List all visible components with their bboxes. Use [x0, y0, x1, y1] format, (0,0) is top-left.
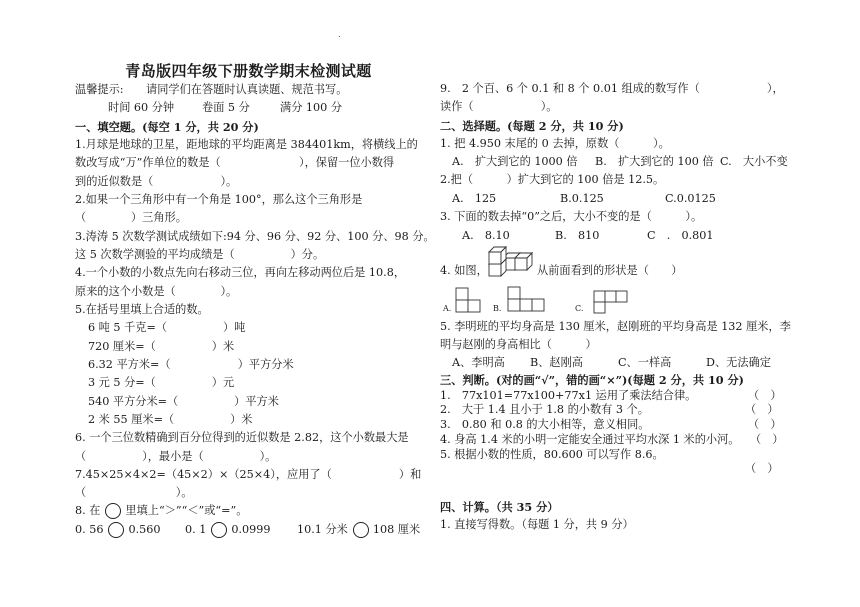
square [508, 287, 520, 299]
question-line: 1. 直接写得数。（每题 1 分，共 9 分） [440, 518, 634, 531]
question-4-suffix: 从前面看到的形状是（ ） [537, 264, 683, 277]
choice-option: B. 扩大到它的 100 倍 [595, 155, 714, 168]
square [532, 299, 544, 311]
question-line: （ ），最小是（ ）。 [75, 450, 277, 463]
option-c-shape [593, 290, 629, 314]
compare-pair [185, 522, 271, 538]
figure-option-label: C. [575, 304, 584, 313]
figure-option-label: A. [443, 304, 452, 313]
conversion-item: 2 米 55 厘米=（ ）米 [88, 413, 253, 426]
judge-answer-paren: （ ） [745, 403, 779, 416]
choice-option: A、李明高 [452, 356, 505, 369]
compare-circle-icon [108, 522, 124, 538]
compare-pair [297, 522, 420, 538]
section-heading-true-false: 三、判断。(对的画“√”，错的画“×”)(每题 2 分，共 10 分) [440, 373, 744, 387]
question-line: 明与赵刚的身高相比（ ） [440, 338, 597, 351]
page-title: 青岛版四年级下册数学期末检测试题 [125, 62, 372, 80]
cube-stack-figure [487, 244, 535, 278]
choice-option: B.0.125 [560, 192, 604, 205]
question-line: 1.月球是地球的卫星，距地球的平均距离是 384401km，将横线上的 [75, 138, 418, 151]
square [616, 291, 627, 302]
section-heading-multiple-choice: 二、选择题。(每题 2 分，共 10 分) [440, 119, 624, 133]
question-line: 4.一个小数的小数点先向右移动三位，再向左移动两位后是 10.8， [75, 266, 406, 279]
compare-right: 108 厘米 [372, 523, 421, 536]
choice-option: C、一样高 [618, 356, 672, 369]
compare-left: 10.1 分米 [297, 523, 348, 536]
choice-option: D、无法确定 [706, 356, 771, 369]
conversion-item: 6.32 平方米=（ ）平方分米 [88, 358, 294, 371]
question-line: 6. 一个三位数精确到百分位得到的近似数是 2.82，这个小数最大是 [75, 431, 409, 444]
question-line: 9. 2 个百、6 个 0.1 和 8 个 0.01 组成的数写作（ ）， [440, 82, 784, 95]
compare-left: 0. 1 [185, 523, 207, 536]
choice-option: B、赵刚高 [530, 356, 583, 369]
cube [489, 247, 506, 264]
judge-answer-paren: （ ） [745, 462, 779, 475]
question-8-prompt [75, 503, 247, 519]
question-line: 5. 李明班的平均身高是 130 厘米，赵刚班的平均身高是 132 厘米，李 [440, 320, 791, 333]
judge-item-text: 5. 根据小数的性质，80.600 可以写作 8.6。 [440, 448, 664, 461]
cube [515, 253, 532, 270]
exam-full-score: 满分 100 分 [280, 101, 343, 114]
choice-option: C. 大小不变 [720, 155, 788, 168]
compare-circle-icon [211, 522, 227, 538]
square [456, 288, 468, 300]
question-line: 3. 下面的数去掉“0”之后，大小不变的是（ ）。 [440, 210, 703, 223]
judge-answer-paren: （ ） [748, 389, 782, 402]
judge-item-text: 1. 77x101=77x100+77x1 运用了乘法结合律。 [440, 389, 697, 402]
square [594, 291, 605, 302]
compare-circle-icon [105, 503, 121, 519]
choice-option: A. 8.10 [462, 229, 510, 242]
question-line: 2.把（ ）扩大到它的 100 倍是 12.5。 [440, 173, 665, 186]
cube-face [489, 264, 501, 276]
judge-answer-paren: （ ） [750, 433, 784, 446]
question-line: 3.涛涛 5 次数学测试成绩如下:94 分、96 分、92 分、100 分、98 分。 [75, 230, 435, 243]
option-a-shape [455, 287, 481, 313]
cube-face [515, 258, 527, 270]
choice-option: C . 0.801 [647, 229, 714, 242]
choice-option: B. 810 [555, 229, 600, 242]
figure-option-label: B. [493, 304, 502, 313]
choice-option: A. 125 [452, 192, 497, 205]
question-line: 7.45×25×4×2=（45×2）×（25×4），应用了（ ）和 [75, 468, 422, 481]
compare-right: 0.0999 [231, 523, 271, 536]
question-line: 这 5 次数学测验的平均成绩是（ ）分。 [75, 248, 325, 261]
conversion-item: 3 元 5 分=（ ）元 [88, 376, 235, 389]
question-line: 到的近似数是（ ）。 [75, 175, 238, 188]
question-line: 原来的这个小数是（ ）。 [75, 285, 238, 298]
tips-text: 请同学们在答题时认真读题、规范书写。 [146, 83, 348, 96]
judge-item-text: 3. 0.80 和 0.8 的大小相等，意义相同。 [440, 418, 650, 431]
question-line: （ ）三角形。 [75, 211, 187, 224]
cube-face [489, 252, 501, 264]
question-line: 5.在括号里填上合适的数。 [75, 303, 209, 316]
question-line: 2.如果一个三角形中有一个角是 100°，那么这个三角形是 [75, 193, 363, 206]
section-heading-fill-in: 一、填空题。(每空 1 分，共 20 分) [75, 120, 259, 134]
compare-pair [75, 522, 161, 538]
question-line: （ ）。 [75, 486, 193, 499]
option-b-shape [507, 286, 546, 312]
conversion-item: 720 厘米=（ ）米 [88, 340, 235, 353]
square [456, 300, 468, 312]
exam-presentation-score: 卷面 5 分 [202, 101, 250, 114]
question-8-prefix: 8. 在 [75, 504, 101, 517]
choice-option: A. 扩大到它的 1000 倍 [452, 155, 578, 168]
exam-time: 时间 60 分钟 [108, 101, 175, 114]
conversion-item: 540 平方分米=（ ）平方米 [88, 395, 279, 408]
square [605, 291, 616, 302]
square [468, 300, 480, 312]
conversion-item: 6 吨 5 千克=（ ）吨 [88, 321, 246, 334]
square [594, 302, 605, 313]
question-8-suffix: 里填上“＞”“＜”或“=”。 [125, 504, 248, 517]
compare-circle-icon [353, 522, 369, 538]
question-line: 1. 把 4.950 末尾的 0 去掉，原数（ ）。 [440, 137, 670, 150]
question-line: 数改写成“万”作单位的数是（ ），保留一位小数得 [75, 156, 395, 169]
compare-right: 0.560 [128, 523, 161, 536]
question-line: 读作（ ）。 [440, 100, 558, 113]
judge-item-text: 4. 身高 1.4 米的小明一定能安全通过平均水深 1 米的小河。 [440, 433, 740, 446]
square [508, 299, 520, 311]
section-heading-calculation: 四、计算。（共 35 分） [440, 500, 559, 514]
top-mark: . [338, 30, 341, 40]
choice-option: C.0.0125 [665, 192, 716, 205]
question-4-prefix: 4. 如图， [440, 264, 488, 277]
square [520, 299, 532, 311]
compare-left: 0. 56 [75, 523, 104, 536]
judge-answer-paren: （ ） [748, 418, 782, 431]
judge-item-text: 2. 大于 1.4 且小于 1.8 的小数有 3 个。 [440, 403, 649, 416]
tips-label: 温馨提示: [75, 83, 124, 96]
